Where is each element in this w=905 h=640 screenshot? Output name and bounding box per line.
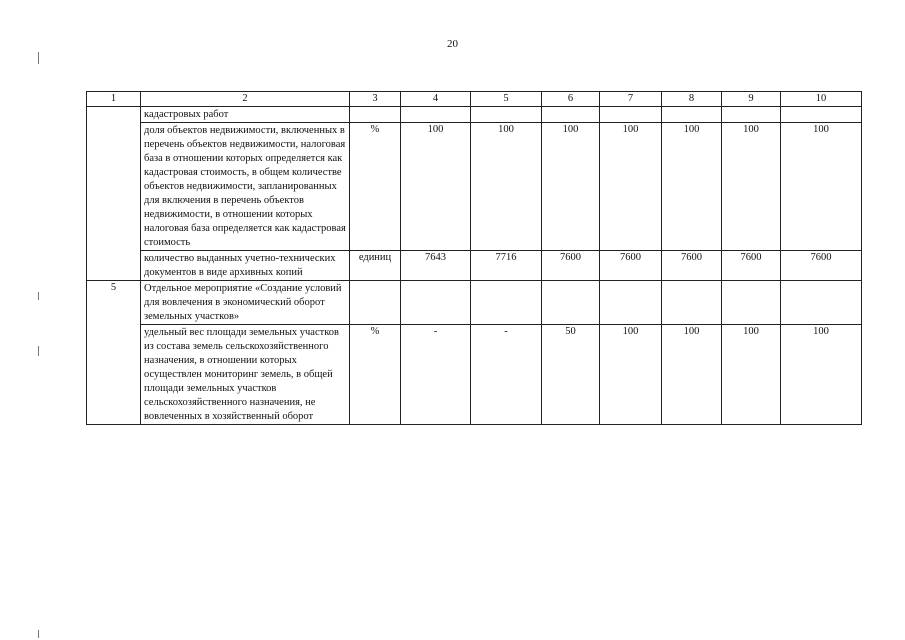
table-row xyxy=(87,123,862,251)
value-cell xyxy=(600,107,662,123)
value-cell: 100 xyxy=(600,123,662,251)
value-cell xyxy=(781,107,862,123)
value-cell xyxy=(542,281,600,325)
unit-cell: единиц xyxy=(350,251,401,281)
value-cell: 100 xyxy=(471,123,542,251)
unit-cell: % xyxy=(350,325,401,425)
header-cell: 10 xyxy=(781,92,862,107)
indicator-name-cell: количество выданных учетно-технических документов в виде архивных копий xyxy=(141,251,350,281)
table-row xyxy=(87,251,862,281)
value-cell xyxy=(781,281,862,325)
margin-mark xyxy=(38,346,39,356)
header-cell: 1 xyxy=(87,92,141,107)
value-cell xyxy=(600,281,662,325)
value-cell: 100 xyxy=(722,325,781,425)
value-cell xyxy=(471,281,542,325)
value-cell xyxy=(722,107,781,123)
value-cell: 7716 xyxy=(471,251,542,281)
margin-mark xyxy=(38,52,39,64)
header-cell: 8 xyxy=(662,92,722,107)
value-cell xyxy=(722,281,781,325)
indicator-name-cell: кадастровых работ xyxy=(141,107,350,123)
value-cell: 7600 xyxy=(662,251,722,281)
value-cell: 7600 xyxy=(542,251,600,281)
value-cell: - xyxy=(401,325,471,425)
indicator-name-cell: доля объектов недвижимости, включенных в перечень объектов недвижимости, налоговая база в отношении которых определяется как кадастровая стоимость, в общем количестве объектов недвижимости, запланированных для включения в перечень объектов недвижимости, в отношении которых налоговая база определяется как кадастровая стоимость xyxy=(141,123,350,251)
header-cell: 2 xyxy=(141,92,350,107)
value-cell: 7600 xyxy=(722,251,781,281)
value-cell xyxy=(401,281,471,325)
unit-cell xyxy=(350,281,401,325)
header-cell: 4 xyxy=(401,92,471,107)
value-cell: 100 xyxy=(781,123,862,251)
row-number-cell xyxy=(87,107,141,281)
table-row xyxy=(87,107,862,123)
value-cell xyxy=(662,107,722,123)
value-cell: 7600 xyxy=(781,251,862,281)
value-cell: 7600 xyxy=(600,251,662,281)
header-cell: 9 xyxy=(722,92,781,107)
value-cell: 50 xyxy=(542,325,600,425)
header-cell: 7 xyxy=(600,92,662,107)
value-cell xyxy=(401,107,471,123)
value-cell: 100 xyxy=(781,325,862,425)
page-number: 20 xyxy=(447,38,458,50)
value-cell: - xyxy=(471,325,542,425)
value-cell xyxy=(662,281,722,325)
value-cell: 7643 xyxy=(401,251,471,281)
row-number-cell: 5 xyxy=(87,281,141,425)
value-cell xyxy=(542,107,600,123)
indicators-table xyxy=(86,91,862,425)
value-cell: 100 xyxy=(542,123,600,251)
header-cell: 3 xyxy=(350,92,401,107)
unit-cell xyxy=(350,107,401,123)
value-cell: 100 xyxy=(722,123,781,251)
header-cell: 6 xyxy=(542,92,600,107)
value-cell: 100 xyxy=(600,325,662,425)
table-row xyxy=(87,281,862,325)
indicator-name-cell: Отдельное мероприятие «Создание условий для вовлечения в экономический оборот земельных участков» xyxy=(141,281,350,325)
unit-cell: % xyxy=(350,123,401,251)
header-cell: 5 xyxy=(471,92,542,107)
table-row xyxy=(87,325,862,425)
margin-mark xyxy=(38,630,39,638)
value-cell: 100 xyxy=(401,123,471,251)
table-header-row xyxy=(87,92,862,107)
indicator-name-cell: удельный вес площади земельных участков из состава земель сельскохозяйственного назначения, в отношении которых осуществлен мониторинг земель, в общей площади земельных участков сельскохозяйственного назначения, не вовлеченных в хозяйственный оборот xyxy=(141,325,350,425)
value-cell: 100 xyxy=(662,123,722,251)
margin-mark xyxy=(38,292,39,300)
value-cell: 100 xyxy=(662,325,722,425)
value-cell xyxy=(471,107,542,123)
